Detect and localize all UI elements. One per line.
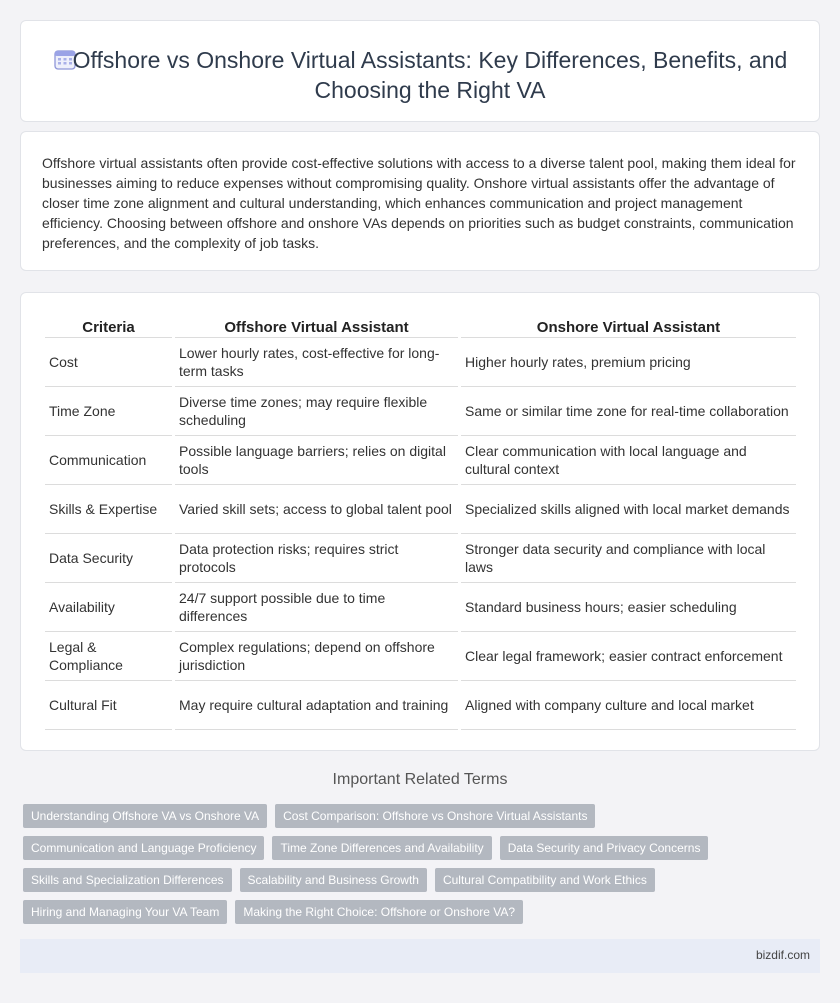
table-row xyxy=(45,485,796,534)
tag-row xyxy=(23,900,813,924)
comparison-table-card xyxy=(20,292,820,751)
table-row xyxy=(45,338,796,387)
offshore-cell: Data protection risks; requires strict protocols xyxy=(175,534,458,583)
related-term-tag[interactable]: Skills and Specialization Differences xyxy=(23,868,232,892)
header-offshore: Offshore Virtual Assistant xyxy=(175,314,458,338)
criteria-cell: Legal & Compliance xyxy=(45,632,172,681)
related-terms-title: Important Related Terms xyxy=(332,771,508,788)
related-term-tag[interactable]: Communication and Language Proficiency xyxy=(23,836,264,860)
offshore-cell: Complex regulations; depend on offshore jurisdiction xyxy=(175,632,458,681)
offshore-cell: Lower hourly rates, cost-effective for long-term tasks xyxy=(175,338,458,387)
site-link[interactable]: bizdif.com xyxy=(755,948,810,962)
offshore-cell: Possible language barriers; relies on digital tools xyxy=(175,436,458,485)
onshore-cell: Stronger data security and compliance with local laws xyxy=(461,534,796,583)
table-row xyxy=(45,632,796,681)
onshore-cell: Higher hourly rates, premium pricing xyxy=(461,338,796,387)
tag-row xyxy=(23,868,813,892)
table-header-row xyxy=(45,314,796,338)
table-row xyxy=(45,681,796,730)
header-card xyxy=(20,20,820,122)
related-term-tag[interactable]: Scalability and Business Growth xyxy=(240,868,427,892)
related-term-tag[interactable]: Cultural Compatibility and Work Ethics xyxy=(435,868,655,892)
criteria-cell: Communication xyxy=(45,436,172,485)
header-onshore: Onshore Virtual Assistant xyxy=(461,314,796,338)
page-title: Offshore vs Onshore Virtual Assistants: Key Differences, Benefits, and Choosing the Right VA xyxy=(72,47,788,103)
table-row xyxy=(45,583,796,632)
header-criteria: Criteria xyxy=(45,314,172,338)
offshore-cell: 24/7 support possible due to time differences xyxy=(175,583,458,632)
offshore-cell: May require cultural adaptation and training xyxy=(175,681,458,730)
comparison-table xyxy=(42,314,799,730)
criteria-cell: Skills & Expertise xyxy=(45,485,172,534)
table-row xyxy=(45,534,796,583)
criteria-cell: Time Zone xyxy=(45,387,172,436)
intro-card xyxy=(20,131,820,271)
table-row xyxy=(45,436,796,485)
related-term-tag[interactable]: Data Security and Privacy Concerns xyxy=(500,836,709,860)
onshore-cell: Specialized skills aligned with local market demands xyxy=(461,485,796,534)
table-row xyxy=(45,387,796,436)
offshore-cell: Varied skill sets; access to global talent pool xyxy=(175,485,458,534)
related-term-tag[interactable]: Cost Comparison: Offshore vs Onshore Virtual Assistants xyxy=(275,804,595,828)
related-term-tag[interactable]: Hiring and Managing Your VA Team xyxy=(23,900,227,924)
onshore-cell: Clear legal framework; easier contract enforcement xyxy=(461,632,796,681)
intro-paragraph: Offshore virtual assistants often provide cost-effective solutions with access to a diverse talent pool, making them ideal for businesses aiming to reduce expenses without compromising quality. Onshore virtual assistants offer the advantage of closer time zone alignment and cultural understanding, which enhances communication and project management efficiency. Choosing between offshore and onshore VAs depends on priorities such as budget constraints, communication preferences, and the complexity of job tasks. xyxy=(42,155,796,251)
tag-row xyxy=(23,836,813,860)
related-term-tag[interactable]: Making the Right Choice: Offshore or Onshore VA? xyxy=(235,900,523,924)
onshore-cell: Aligned with company culture and local market xyxy=(461,681,796,730)
criteria-cell: Data Security xyxy=(45,534,172,583)
related-term-tag[interactable]: Time Zone Differences and Availability xyxy=(272,836,491,860)
offshore-cell: Diverse time zones; may require flexible scheduling xyxy=(175,387,458,436)
onshore-cell: Clear communication with local language and cultural context xyxy=(461,436,796,485)
criteria-cell: Cultural Fit xyxy=(45,681,172,730)
tag-row xyxy=(23,804,813,828)
onshore-cell: Same or similar time zone for real-time collaboration xyxy=(461,387,796,436)
criteria-cell: Cost xyxy=(45,338,172,387)
related-terms xyxy=(23,804,813,932)
related-term-tag[interactable]: Understanding Offshore VA vs Onshore VA xyxy=(23,804,267,828)
onshore-cell: Standard business hours; easier scheduling xyxy=(461,583,796,632)
footer xyxy=(20,939,820,973)
criteria-cell: Availability xyxy=(45,583,172,632)
